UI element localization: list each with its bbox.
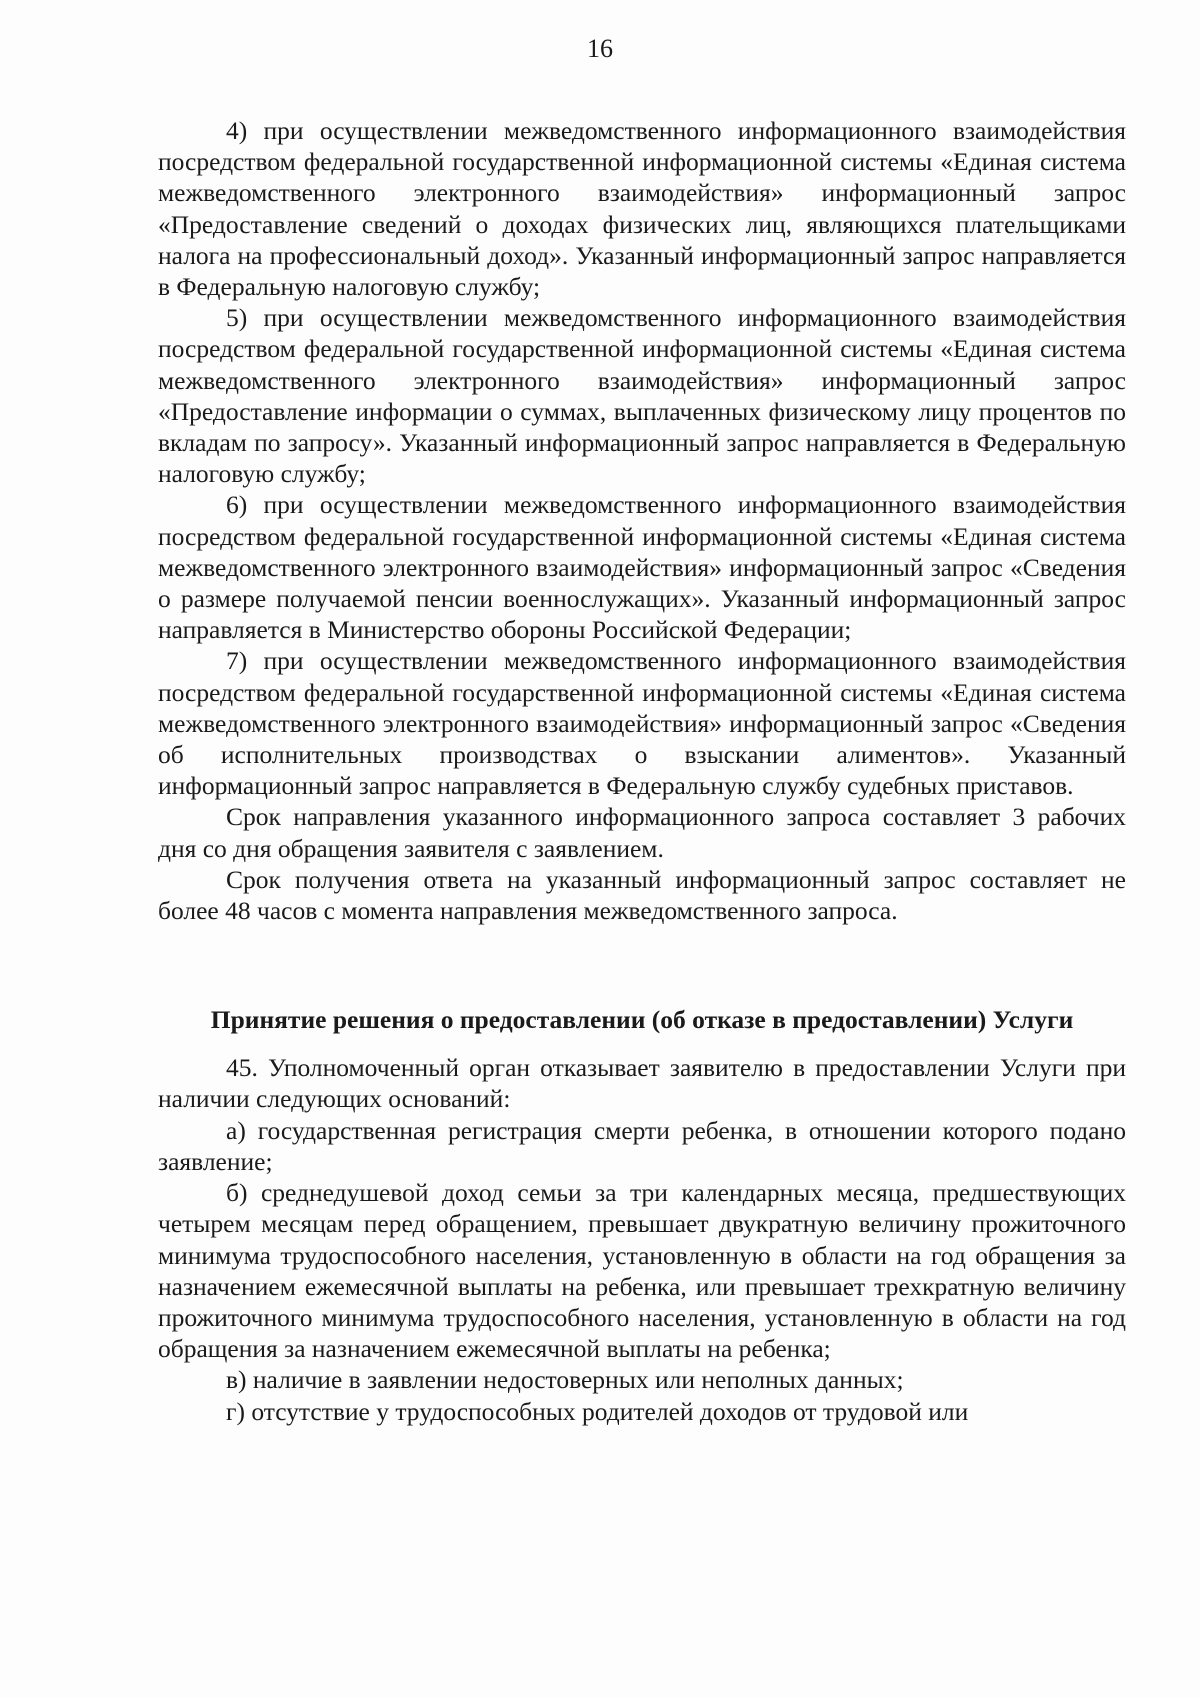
paragraph-item-5: 5) при осуществлении межведомственного информационного взаимодействия посредством федеральной государственной информационной системы «Единая система межведомственного электронного взаимодействия» информационный запрос «Предоставление информации о суммах, выплаченных физическому лицу процентов по вкладам по запросу». Указанный информационный запрос направляется в Федеральную налоговую службу; — [158, 303, 1126, 489]
paragraph-45-v: в) наличие в заявлении недостоверных или неполных данных; — [226, 1365, 904, 1395]
document-body — [158, 115, 1126, 1427]
section-spacer — [158, 926, 1126, 1004]
paragraph-request-deadline: Срок направления указанного информационного запроса составляет 3 рабочих дня со дня обращения заявителя с заявлением. — [158, 802, 1126, 863]
paragraph-item-4: 4) при осуществлении межведомственного информационного взаимодействия посредством федеральной государственной информационной системы «Единая система межведомственного электронного взаимодействия» информационный запрос «Предоставление сведений о доходах физических лиц, являющихся плательщиками налога на профессиональный доход». Указанный информационный запрос направляется в Федеральную налоговую службу; — [158, 116, 1126, 302]
section-heading: Принятие решения о предоставлении (об отказе в предоставлении) Услуги — [210, 1005, 1074, 1035]
page-number: 16 — [587, 34, 613, 63]
paragraph-45-a: а) государственная регистрация смерти ребенка, в отношении которого подано заявление; — [158, 1115, 1126, 1176]
paragraph-45-g: г) отсутствие у трудоспособных родителей доходов от трудовой или — [226, 1396, 969, 1426]
paragraph-item-7: 7) при осуществлении межведомственного информационного взаимодействия посредством федеральной государственной информационной системы «Единая система межведомственного электронного взаимодействия» информационный запрос «Сведения об исполнительных производствах о взыскании алиментов». Указанный информационный запрос направляется в Федеральную службу судебных приставов. — [158, 646, 1126, 801]
paragraph-response-deadline: Срок получения ответа на указанный информационный запрос составляет не более 48 часов с момента направления межведомственного запроса. — [158, 864, 1126, 926]
paragraph-45: 45. Уполномоченный орган отказывает заявителю в предоставлении Услуги при наличии следующих оснований: — [158, 1053, 1126, 1114]
paragraph-item-6: 6) при осуществлении межведомственного информационного взаимодействия посредством федеральной государственной информационной системы «Единая система межведомственного электронного взаимодействия» информационный запрос «Сведения о размере получаемой пенсии военнослужащих». Указанный информационный запрос направляется в Министерство обороны Российской Федерации; — [158, 490, 1126, 645]
paragraph-45-b: б) среднедушевой доход семьи за три календарных месяца, предшествующих четырем месяцам перед обращением, превышает двукратную величину прожиточного минимума трудоспособного населения, установленную в области на год обращения за назначением ежемесячной выплаты на ребенка, или превышает трехкратную величину прожиточного минимума трудоспособного населения, установленную в области на год обращения за назначением ежемесячной выплаты на ребенка; — [158, 1178, 1126, 1364]
